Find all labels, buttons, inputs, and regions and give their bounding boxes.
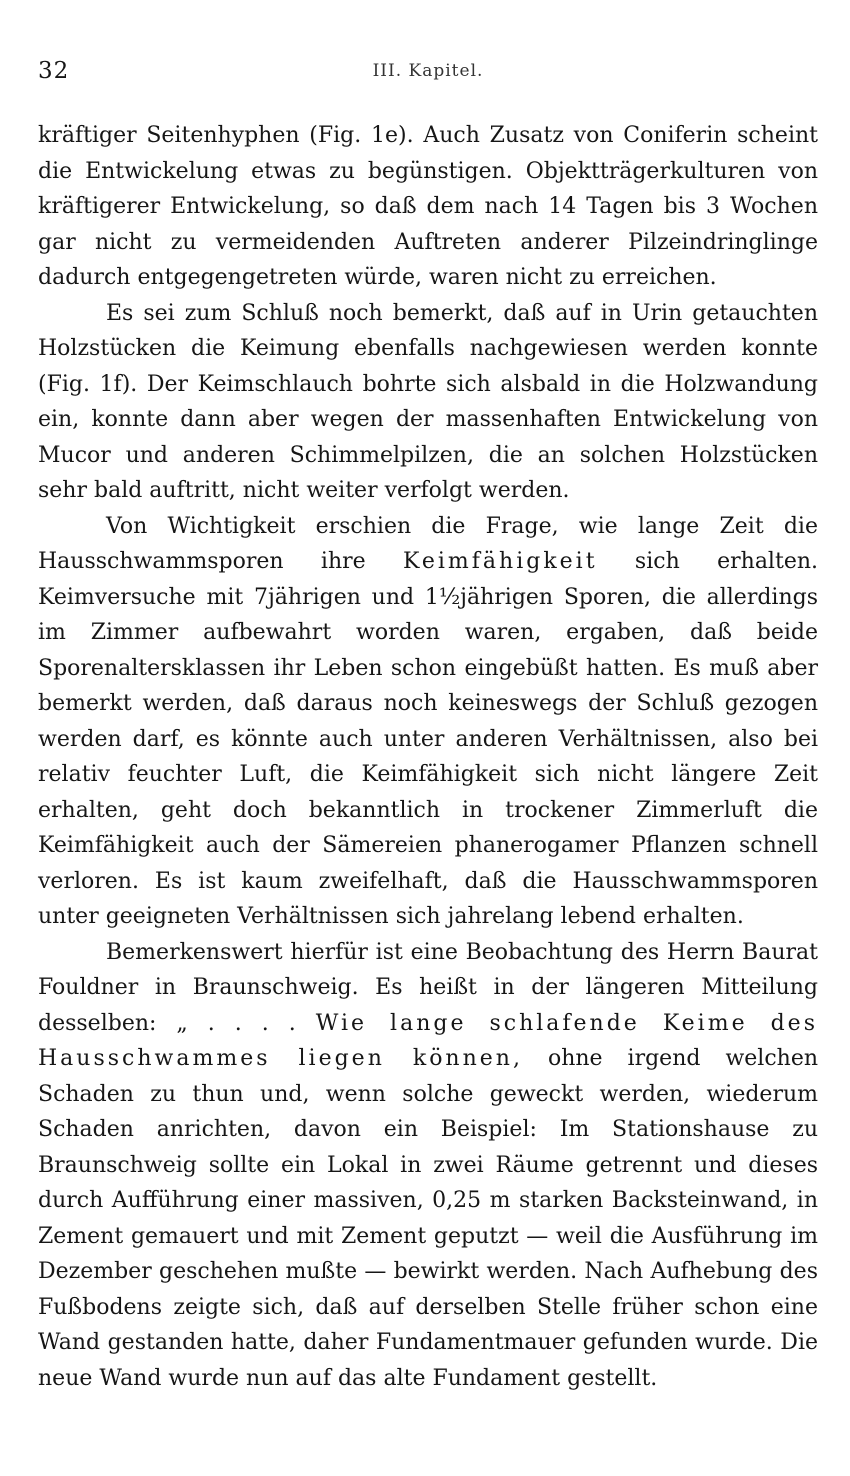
paragraph-4 (38, 935, 818, 1397)
paragraph-4-text-after: ohne irgend welchen Schaden zu thun und, wenn solche geweckt werden, wiederum Schaden anrichten, davon ein Beispiel: Im Stationshause zu Braunschweig sollte ein Lokal in zwei Räume getrennt und dieses durch Aufführung einer massiven, 0,25 m starken Backsteinwand, in Zement gemauert und mit Zement geputzt — weil die Ausführung im Dezember geschehen mußte — bewirkt werden. Nach Aufhebung des Fußbodens zeigte sich, daß auf derselben Stelle früher schon eine Wand gestanden hatte, daher Fundamentmauer gefunden wurde. Die neue Wand wurde nun auf das alte Fundament gestellt. (38, 1046, 819, 1391)
page-number: 32 (38, 58, 70, 84)
paragraph-1-text: kräftiger Seitenhyphen (Fig. 1e). Auch Zusatz von Coniferin scheint die Entwickelung etwas zu begünstigen. Objektträgerkulturen von kräftigerer Entwickelung, so daß dem nach 14 Tagen bis 3 Wochen gar nicht zu vermeidenden Auftreten anderer Pilzeindringlinge dadurch entgegengetreten würde, waren nicht zu erreichen. (38, 123, 818, 290)
body-text (38, 118, 818, 1396)
paragraph-3-spaced-term: Keimfähigkeit (403, 549, 598, 574)
paragraph-3-text-after: sich erhalten. Keimversuche mit 7jährigen und 1½jährigen Sporen, die allerdings im Zimmer aufbewahrt worden waren, ergaben, daß beide Sporenaltersklassen ihr Leben schon eingebüßt hatten. Es muß aber bemerkt werden, daß daraus noch keineswegs der Schluß gezogen werden darf, es könnte auch unter anderen Verhältnissen, also bei relativ feuchter Luft, die Keimfähigkeit sich nicht längere Zeit erhalten, geht doch bekanntlich in trockener Zimmerluft die Keimfähigkeit auch der Sämereien phanerogamer Pflanzen schnell verloren. Es ist kaum zweifelhaft, daß die Hausschwammsporen unter geeigneten Verhältnissen sich jahrelang lebend erhalten. (38, 549, 818, 929)
running-head: III. Kapitel. (372, 61, 484, 81)
page-header (38, 58, 818, 90)
paragraph-2 (38, 296, 818, 509)
paragraph-1 (38, 118, 818, 296)
paragraph-3-text-before: Von Wichtigkeit erschien die Frage, wie lange Zeit die Hausschwammsporen ihre (38, 513, 818, 574)
paragraph-2-text: Es sei zum Schluß noch bemerkt, daß auf in Urin getauchten Holzstücken die Keimung ebenfalls nachgewiesen werden konnte (Fig. 1f). Der Keimschlauch bohrte sich alsbald in die Holzwandung ein, konnte dann aber wegen der massenhaften Entwickelung von Mucor und anderen Schimmelpilzen, die an solchen Holzstücken sehr bald auftritt, nicht weiter verfolgt werden. (38, 300, 818, 503)
paragraph-4-spaced-quote: Wie lange schlafende Keime des Hausschwammes liegen können, (38, 1010, 818, 1071)
paragraph-4-text-before: Bemerkenswert hierfür ist eine Beobachtung des Herrn Baurat Fouldner in Braunschweig. Es heißt in der längeren Mitteilung desselben: „ . . . . (38, 939, 818, 1036)
paragraph-3 (38, 509, 818, 935)
